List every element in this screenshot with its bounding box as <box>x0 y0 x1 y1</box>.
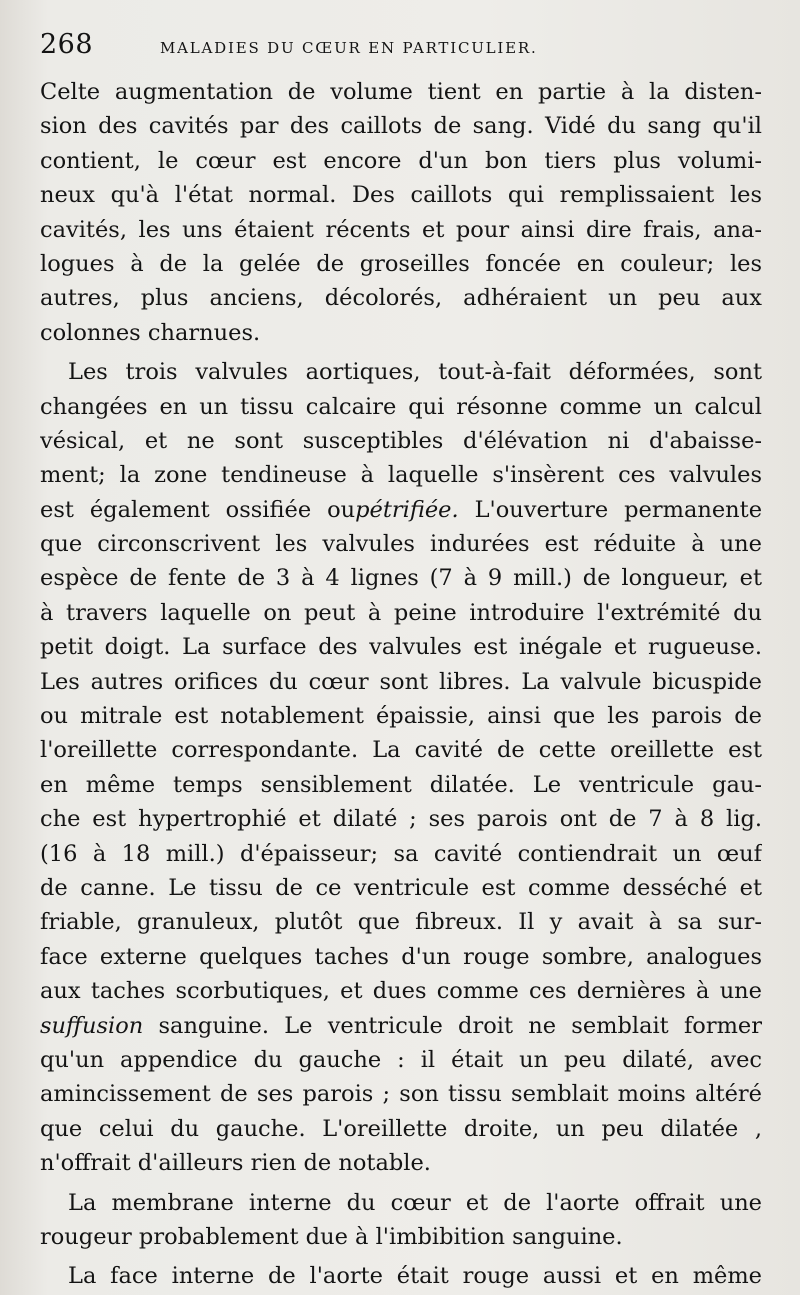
text-line: Celte augmentation de volume tient en partie à la disten- <box>40 79 762 105</box>
text-line: ment; la zone tendineuse à laquelle s'insèrent ces valvules <box>40 462 762 489</box>
text-line: que celui du gauche. L'oreillette droite, un peu dilatée , <box>40 1115 762 1142</box>
text-line: n'offrait d'ailleurs rien de notable. <box>40 1150 431 1177</box>
text-line: à travers laquelle on peut à peine introduire l'extrémité du <box>40 599 762 626</box>
page-header <box>40 30 760 64</box>
text-line: neux qu'à l'état normal. Des caillots qui remplissaient les <box>40 182 762 209</box>
text-line: l'oreillette correspondante. La cavité de cette oreillette est <box>40 737 762 764</box>
text-segment: L'ouverture permanente <box>458 496 762 523</box>
text-line: en même temps sensiblement dilatée. Le ventricule gau- <box>40 771 762 798</box>
text-line: La membrane interne du cœur et de l'aorte offrait une <box>68 1189 762 1216</box>
text-line-mixed <box>40 493 762 527</box>
paragraph-3 <box>40 1186 762 1255</box>
text-line-mixed <box>40 1009 762 1043</box>
text-line: contient, le cœur est encore d'un bon tiers plus volumi- <box>40 147 762 174</box>
text-line: changées en un tissu calcaire qui résonne comme un calcul <box>40 393 762 420</box>
text-segment: sanguine. Le ventricule droit ne semblait former <box>158 1012 762 1039</box>
text-line: che est hypertrophié et dilaté ; ses parois ont de 7 à 8 lig. <box>40 806 762 833</box>
text-line: amincissement de ses parois ; son tissu semblait moins altéré <box>40 1081 762 1108</box>
text-line: friable, granuleux, plutôt que fibreux. Il y avait à sa sur- <box>40 909 762 936</box>
text-line: qu'un appendice du gauche : il était un peu dilaté, avec <box>40 1046 762 1073</box>
paragraph-4 <box>40 1259 762 1293</box>
text-line: colonnes charnues. <box>40 319 261 346</box>
text-line: (16 à 18 mill.) d'épaisseur; sa cavité contiendrait un œuf <box>40 840 762 867</box>
paragraph-1 <box>40 75 762 350</box>
text-line: logues à de la gelée de groseilles foncée en couleur; les <box>40 250 762 277</box>
text-line: La face interne de l'aorte était rouge aussi et en même <box>68 1263 762 1290</box>
text-line: face externe quelques taches d'un rouge sombre, analogues <box>40 943 762 970</box>
text-line: espèce de fente de 3 à 4 lignes (7 à 9 mill.) de longueur, et <box>40 565 762 592</box>
body-text <box>40 75 762 1295</box>
text-line: que circonscrivent les valvules indurées est réduite à une <box>40 531 762 558</box>
text-line: vésical, et ne sont susceptibles d'élévation ni d'abaisse- <box>40 427 762 454</box>
text-line: de canne. Le tissu de ce ventricule est comme desséché et <box>40 874 762 901</box>
text-line: sion des cavités par des caillots de sang. Vidé du sang qu'il <box>40 113 762 140</box>
page-number: 268 <box>40 29 94 60</box>
running-head: MALADIES DU CŒUR EN PARTICULIER. <box>160 39 538 57</box>
italic-word: suffusion <box>40 1012 144 1039</box>
text-line: aux taches scorbutiques, et dues comme ces dernières à une <box>40 978 762 1005</box>
text-segment: est également ossifiée ou <box>40 496 356 523</box>
text-line: petit doigt. La surface des valvules est inégale et rugueuse. <box>40 634 762 661</box>
text-line: autres, plus anciens, décolorés, adhéraient un peu aux <box>40 285 762 312</box>
paragraph-2 <box>40 355 762 1180</box>
text-line: Les trois valvules aortiques, tout-à-fait déformées, sont <box>68 359 762 386</box>
text-line: ou mitrale est notablement épaissie, ainsi que les parois de <box>40 703 762 730</box>
text-line: Les autres orifices du cœur sont libres. La valvule bicuspide <box>40 668 762 695</box>
text-line: cavités, les uns étaient récents et pour ainsi dire frais, ana- <box>40 216 762 243</box>
text-line: rougeur probablement due à l'imbibition sanguine. <box>40 1223 623 1250</box>
italic-word: pétrifiée. <box>355 496 459 523</box>
